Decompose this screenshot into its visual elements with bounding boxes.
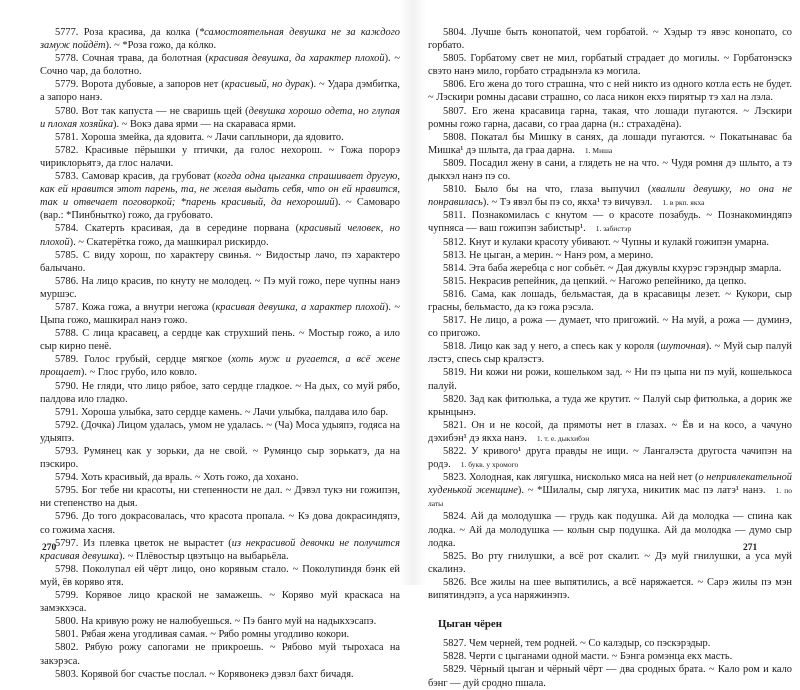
translation-separator: ~ (114, 40, 120, 52)
proverb-russian: Его жена красавица гарна, такая, что лошади пугаются. (471, 105, 738, 117)
proverb-romani: Корявo муй краскаса на замэкхэса. (40, 590, 400, 615)
proverb-russian: На кривую рожу не налюбуешься. (81, 616, 232, 628)
proverb-number: 5825. (443, 550, 467, 562)
proverb-number: 5828. (443, 651, 467, 663)
proverb-entry: 5780. Вот так капуста — не сваришь щей (девушка хорошо одета, но глупая и плохая хозяйка). ~ Вокэ дава ярми — на скараваса ярми. (40, 105, 400, 130)
proverb-number: 5818. (443, 341, 467, 353)
proverb-entry: 5778. Сочная трава, да болотная (красивая девушка, да характер плохой). ~ Сочно чар, да болотно. (40, 53, 400, 78)
proverb-russian: Ни кожи ни рожи, кошельком зад. (469, 367, 623, 379)
proverb-romani: Плёвостыр цвэтыцо на выбарьёла. (135, 550, 289, 562)
proverb-number: 5810. (443, 184, 467, 196)
proverb-gloss: шуточная (660, 341, 706, 353)
proverb-romani: Корявонекэ дэвэл бахт бичадя. (217, 668, 354, 680)
proverb-number: 5792. (55, 419, 79, 431)
proverb-romani: Чудя ромня дэ шлыто, а тэ дыкхэл нанэ пэ со. (428, 157, 792, 183)
translation-separator: ~ (298, 328, 305, 340)
proverb-number: 5817. (443, 315, 467, 327)
proverb-romani: Сочно чар, да болотно. (40, 66, 142, 78)
proverb-romani: Видостыр лачо, пэ характеро балычано. (40, 249, 400, 274)
translation-separator: ~ (252, 446, 259, 457)
translation-separator: ~ (269, 590, 275, 602)
proverb-romani: Тэ явэл бы пэ со, якха¹ тэ вичувэл. (499, 197, 653, 209)
proverb-romani: Самоваро (вар.: *Пинбнытко) гожо, да грубовато. (40, 197, 401, 222)
proverb-romani: Мостыр гожо, а ило сыр кирно пенё. (40, 328, 400, 353)
proverb-number: 5806. (443, 79, 467, 91)
proverb-number: 5811. (443, 210, 466, 222)
proverb-entry (428, 78, 792, 104)
translation-separator: ~ (206, 131, 213, 143)
proverb-entry (40, 131, 400, 144)
proverb-number: 5813. (443, 249, 467, 261)
translation-separator: ~ (254, 275, 261, 287)
proverb-entry (40, 471, 400, 484)
proverb-number: 5821. (443, 419, 467, 431)
proverb-romani: Покатынавас ба Мишка¹ дэ шлыта, да граа дарна. (428, 131, 792, 156)
proverb-number: 5803. (55, 668, 79, 680)
proverb-russian: Холодная, как лягушка, нисколько мяса на ней нет (469, 472, 693, 484)
proverb-gloss: из некрасивой девочки не получится красивая девушка (40, 537, 400, 562)
proverb-romani: Рябово муй тыроxаса на закэрэса. (40, 642, 400, 667)
proverb-entry (428, 650, 792, 663)
proverb-romani: Вокэ дава ярми — на скараваса ярми. (129, 118, 297, 130)
proverb-russian: Сама, как лошадь, бельмастая, да в красавицы лезет. (471, 288, 721, 300)
translation-separator: ~ (78, 236, 84, 248)
proverb-romani: Сарэ жилы пэ мэн випятиндэпэ, а уса наряжинэпэ. (428, 576, 792, 602)
proverb-number: 5819. (443, 367, 467, 379)
footnote: 1. т. е. дыкхибэн (536, 433, 590, 443)
proverb-romani: Хэдыр тэ явэс конопато, со горбато. (428, 27, 792, 52)
proverb-number: 5785. (55, 249, 79, 261)
proverb-romani: Палуй сыр фитюлька, а дорик же крынцынэ. (428, 393, 792, 418)
proverb-entry (428, 105, 792, 131)
translation-separator: ~ (394, 53, 400, 65)
proverb-entry (40, 641, 400, 667)
proverb-russian: Поколупал ей чёрт лицо, оно корявым стало. (82, 563, 289, 575)
translation-separator: ~ (328, 144, 335, 156)
proverb-entry: 5777. Роза красива, да колка (*самостоятельная девушка не за каждого замуж пойдёт). ~ *Роза гожо, да кóлко. (40, 27, 400, 52)
proverb-entry (428, 288, 792, 314)
proverb-romani: Гожа порорэ чириклорьятэ, да глос налачи. (40, 144, 400, 169)
proverb-entry (428, 445, 792, 471)
proverb-number: 5779. (55, 79, 79, 91)
translation-separator: ~ (613, 236, 619, 248)
proverb-number: 5777. (55, 27, 79, 38)
proverb-entry (428, 550, 792, 576)
translation-separator: ~ (288, 511, 295, 523)
proverb-entry (428, 209, 792, 235)
proverb-romani: Лачи саплынори, да ядовито. (215, 131, 344, 143)
proverb-entry (428, 419, 792, 445)
translation-separator: ~ (89, 367, 96, 379)
footnote: 1. забистэр (595, 224, 632, 234)
translation-separator: ~ (662, 157, 669, 169)
proverb-entry (428, 275, 792, 288)
proverb-entry (428, 157, 792, 183)
proverb-number: 5800. (55, 616, 79, 628)
proverb-russian: Зад как фитюлька, а туда же крутит. (469, 393, 631, 405)
translation-separator: ~ (269, 642, 276, 654)
proverb-russian: Кнут и кулаки красоту убивают. (469, 236, 611, 248)
proverb-number: 5807. (443, 105, 467, 117)
proverb-romani: Ёв и на косо, а чачуно дэхибэн¹ дэ якха нанэ. (428, 419, 792, 444)
proverb-russian: Все жилы на шее выпятились, а всё наряжается. (470, 576, 694, 588)
footnote: 1. Миша (584, 145, 613, 155)
proverb-entry (40, 484, 400, 510)
proverb-romani: Хоть гожо, да хохано. (203, 472, 299, 484)
translation-separator: ~ (285, 485, 292, 497)
proverb-russian: Рябая жена угодливая самая. (81, 629, 208, 641)
proverb-russian: Он и не косой, да прямоты нет в глазах. (471, 419, 667, 431)
proverb-romani: Ай да молодушка — колын сыр подушка. Ай да молодка — думо сыр лодка. (428, 524, 792, 549)
proverb-romani: Ни пэ цыпа ни пэ муй, кошелькоса палуй. (428, 367, 792, 392)
proverb-russian: Румянец как у зорьки, да не свой. (83, 446, 248, 457)
proverb-number: 5808. (443, 131, 467, 143)
proverb-romani: Глос грубо, ило ковло. (97, 367, 197, 379)
right-page (428, 26, 792, 690)
proverb-russian: Самовар красив, да грубоват (81, 171, 211, 183)
proverb-gloss: красивая девушка, да характер плохой (208, 53, 385, 65)
proverb-russian: Познакомилась с кнутом — о красоте позабудь. (471, 210, 701, 222)
proverb-entry (40, 668, 400, 681)
proverb-entry (428, 131, 792, 157)
proverb-romani: *Шилалы, сыр лягуха, никитик мас пэ латэ¹ нанэ. (537, 485, 766, 497)
proverb-number: 5815. (443, 275, 467, 287)
proverb-russian: Бог тебе ни красоты, ни степенности не дал. (81, 485, 283, 497)
proverb-number: 5804. (443, 27, 467, 38)
proverb-russian: Некрасив репейник, да цепкий. (469, 275, 608, 287)
proverb-gloss: хвалили девушку, но она не понравилась (428, 184, 793, 209)
proverb-gloss: хоть муж и ругается, а всё жене прощает (40, 354, 400, 379)
translation-separator: ~ (194, 472, 201, 484)
proverb-romani: Со калэдыр, со пэскэрэдыр. (588, 638, 711, 650)
proverb-number: 5829. (443, 664, 467, 676)
proverb-romani: Дэвэл тукэ ни гожипэн, ни степенство на дыя. (40, 485, 400, 510)
proverb-russian: Кожа гожа, а внутри негожа (81, 301, 209, 313)
proverb-entry: 5818. Лицо как зад у него, а спесь как у короля (шуточная). ~ Муй сыр палуй лэстэ, спесь сыр кралэстэ. (428, 341, 792, 366)
translation-separator: ~ (671, 419, 678, 431)
proverb-number: 5793. (55, 446, 79, 457)
proverb-russian: Роза красива, да колка (83, 27, 191, 38)
proverb-russian: Корявой бог счастье послал. (81, 668, 207, 680)
translation-separator: ~ (266, 419, 272, 431)
proverb-gloss: *самостоятельная девушка не за каждого замуж пойдёт (40, 27, 400, 52)
proverb-russian: Было бы на что, глаза выпучил (474, 184, 640, 196)
translation-separator: ~ (706, 210, 713, 222)
proverb-entry (40, 419, 400, 445)
proverb-entry: 5783. Самовар красив, да грубоват (когда одна цыганка спрашивает другую, как ей нравится этот парень, та, не желая выдать себя, что он ей нравится, так и отвечает поговоркой; *парень красивый, да нехороший). ~ Самоваро (вар.: *Пинбнытко) гожо, да грубовато. (40, 171, 401, 222)
proverb-russian: Черти с цыганами одной масти. (469, 651, 610, 663)
proverb-number: 5824. (443, 511, 467, 523)
proverb-romani: Чупны и кулакй гожипэн умарна. (621, 236, 769, 248)
proverb-entry (40, 628, 400, 641)
proverb-russian: С виду хорош, по характеру свинья. (82, 249, 252, 261)
translation-separator: ~ (527, 485, 534, 497)
proverb-romani: Дая джувлы кхурэс гэрэндыр змарла. (616, 262, 782, 274)
proverb-romani: Удара дэмбитка, а запоро нанэ. (40, 79, 400, 104)
translation-separator: ~ (255, 249, 262, 261)
proverb-romani: Рябо ромны угодливо кокори. (218, 629, 350, 641)
proverb-russian: Во рту гнилушки, а всё рот скалит. (471, 550, 640, 562)
proverb-russian: Голос грубый, сердце мягкое (84, 354, 223, 366)
translation-separator: ~ (580, 638, 586, 650)
translation-separator: ~ (234, 616, 241, 628)
translation-separator: ~ (708, 664, 715, 676)
proverb-entry (428, 249, 792, 262)
proverb-romani: (Ча) Моса удыяпэ, годяса на удыяпэ. (40, 419, 400, 444)
proverb-russian: Эта баба жеребца с ног собьёт. (469, 262, 606, 274)
translation-separator: ~ (127, 550, 134, 562)
translation-separator: ~ (459, 524, 465, 536)
translation-separator: ~ (295, 380, 302, 392)
proverb-entry (40, 406, 400, 419)
proverb-russian: Рябую рожу сапогами не прикроешь. (84, 642, 264, 654)
translation-separator: ~ (633, 446, 639, 457)
translation-separator: ~ (611, 651, 618, 663)
proverb-entry: 5810. Было бы на что, глаза выпучил (хвалили девушку, но она не понравилась). ~ Тэ явэл бы пэ со, якха¹ тэ вичувэл. 1. в ркп. якха (428, 184, 793, 209)
proverb-romani: Нагожо репейнико, да цепко. (618, 275, 747, 287)
proverb-romani: Пэ банго муй на надыкхэсапэ. (242, 616, 377, 628)
proverb-entry (428, 314, 792, 340)
proverb-entry: 5787. Кожа гожа, а внутри негожа (красивая девушка, а характер плохой). ~ Цыпа гожо, машкирал нанэ гожо. (40, 301, 400, 327)
proverb-romani: Румянцо сыр зорькатэ, да на пэскиро. (40, 446, 400, 471)
proverb-russian: Скатерть красивая, да в середине порвана (84, 223, 290, 235)
proverb-entry (428, 663, 792, 689)
proverb-entry (40, 327, 400, 353)
proverb-entry (40, 589, 400, 615)
translation-separator: ~ (725, 288, 731, 300)
translation-separator: ~ (209, 668, 215, 680)
proverb-romani: Познакоминдяпэ чупняса — ваш гожипэн забистыр¹. (428, 210, 792, 235)
proverb-russian: Посадил жену в сани, а глядеть не на что. (469, 157, 660, 169)
proverb-entry (40, 510, 400, 536)
proverb-russian: Не лицо, а рожа — думает, что пригожий. (469, 315, 660, 327)
proverb-entry (40, 615, 400, 628)
proverb-romani: Скатерётка гожо, да машкирал рискирдо. (86, 236, 269, 248)
proverb-entry (428, 366, 792, 392)
proverb-romani: Кэ дова докрасиндяпэ, со гожима хасня. (40, 511, 400, 536)
proverb-number: 5799. (55, 590, 79, 602)
proverb-number: 5795. (55, 485, 79, 497)
proverb-number: 5789. (55, 354, 79, 366)
translation-separator: ~ (210, 629, 216, 641)
proverb-number: 5822. (443, 446, 467, 457)
proverb-entry (40, 380, 400, 406)
proverb-romani: Цыпа гожо, машкирал нанэ гожо. (40, 315, 188, 327)
translation-separator: ~ (491, 197, 498, 209)
proverb-russian: Горбатому свет не мил, горбатый страдает до могилы. (470, 53, 720, 65)
footnote: 1. букв. у хромого (460, 460, 519, 470)
proverb-entry: 5789. Голос грубый, сердце мягкое (хоть муж и ругается, а всё жене прощает). ~ Глос грубо, ило ковло. (40, 354, 400, 379)
translation-separator: ~ (345, 197, 352, 209)
proverb-entry (40, 445, 400, 471)
proverb-romani: Муй сыр палуй лэстэ, спесь сыр кралэстэ. (428, 341, 792, 366)
page-number-right: 271 (743, 543, 758, 553)
proverb-number: 5797. (55, 537, 79, 549)
translation-separator: ~ (653, 27, 659, 38)
proverb-gloss: девушка хорошо одета, но глупая и плохая хозяйка (40, 105, 400, 130)
proverb-russian: Хороша змейка, да ядовита. (81, 131, 205, 143)
proverb-number: 5816. (443, 288, 467, 300)
proverb-romani: Лачи улыбка, палдава ило бар. (253, 406, 389, 418)
proverb-russian: (Дочка) Лицом удалась, умом не удалась. (81, 419, 264, 431)
proverb-romani: Горбатонэскэ свэто нанэ мило, горбато страдынэла кэ могила. (428, 53, 792, 78)
translation-separator: ~ (697, 576, 704, 588)
proverb-entry: 5797. Из плевка цветок не вырастет (из некрасивой девочки не получится красивая девушка). ~ Плёвостыр цвэтыцо на выбарьёла. (40, 537, 400, 562)
proverb-russian: Корявое лицо краской не замажешь. (85, 590, 263, 602)
left-page (40, 26, 400, 681)
proverb-russian: Лицо как зад у него, а спесь как у короля (469, 341, 655, 353)
translation-separator: ~ (709, 131, 716, 143)
proverb-russian: У кривого¹ друга правды не ищи. (471, 446, 629, 457)
translation-separator: ~ (633, 393, 640, 405)
proverb-number: 5781. (55, 131, 79, 143)
proverb-number: 5814. (443, 262, 467, 274)
proverb-romani: Кало ром и кало бэнг — дуй сродно пшала. (428, 664, 792, 689)
proverb-number: 5791. (55, 406, 79, 418)
translation-separator: ~ (292, 563, 299, 575)
proverb-number: 5812. (443, 236, 467, 248)
translation-separator: ~ (394, 301, 400, 313)
translation-separator: ~ (714, 341, 721, 353)
footnote: 1. в ркп. якха (662, 198, 705, 208)
proverb-russian: Хороша улыбка, зато сердце камень. (81, 406, 243, 418)
proverb-number: 5778. (55, 53, 79, 65)
translation-separator: ~ (644, 550, 651, 562)
proverb-entry (428, 637, 792, 650)
proverb-number: 5827. (443, 638, 467, 650)
proverb-russian: Не цыган, а мерин. (469, 249, 554, 261)
proverb-romani: Кукори, сыр грасны, бельмасто, да кэ гожа рэсэла. (428, 288, 792, 313)
proverb-entry: 5784. Скатерть красивая, да в середине порвана (красивый человек, но плохой). ~ Скатерётка гожо, да машкирал рискирдо. (40, 223, 401, 248)
proverb-romani: Нанэ ром, а мерино. (564, 249, 654, 261)
proverb-russian: Хоть красивый, да враль. (81, 472, 193, 484)
proverb-russian: Покатал бы Мишку в санях, да лошади пугаются. (471, 131, 705, 143)
proverb-number: 5794. (55, 472, 79, 484)
proverb-romani: Лэскири ромны гожо гарна, дасави, со граа дарна (н.: страхадёна). (428, 105, 792, 130)
proverb-entry (40, 563, 400, 589)
translation-separator: ~ (607, 262, 614, 274)
proverb-number: 5784. (55, 223, 79, 235)
proverb-romani: На муй, а рожа — думинэ, со пригожо. (428, 315, 792, 340)
proverb-entry (40, 144, 400, 170)
translation-separator: ~ (662, 315, 669, 327)
proverb-gloss: красивый человек, но плохой (40, 223, 401, 248)
proverb-number: 5780. (55, 105, 79, 117)
proverb-gloss: когда одна цыганка спрашивает другую, как ей нравится этот парень, та, не желая выдать себя, что он ей нравится, так и отвечает поговоркой; *парень красивый, да нехороший (40, 171, 400, 209)
proverb-romani: *Роза гожо, да кóлко. (122, 40, 217, 52)
proverb-russian: С лица красавец, а сердце как струхший пень. (82, 328, 295, 340)
proverb-gloss: о непривлекательной худенькой женщине (428, 472, 793, 497)
proverb-number: 5798. (55, 563, 79, 575)
proverb-number: 5788. (55, 328, 79, 340)
proverb-entry (40, 249, 400, 275)
proverb-romani: Дэ муй гнилушки, а уса муй скалинэ. (428, 550, 792, 575)
translation-separator: ~ (428, 92, 434, 104)
proverb-entry (428, 393, 792, 419)
proverb-russian: Лучше быть конопатой, чем горбатой. (471, 27, 649, 38)
translation-separator: ~ (743, 105, 750, 117)
proverb-russian: Ворота дубовые, а запоров нет (81, 79, 219, 91)
section-heading: Цыган чёрен (438, 618, 502, 631)
proverb-number: 5786. (55, 275, 79, 287)
translation-separator: ~ (319, 79, 325, 91)
proverb-russian: Чем черней, тем родней. (469, 638, 578, 650)
proverb-entry: 5779. Ворота дубовые, а запоров нет (красивый, но дурак). ~ Удара дэмбитка, а запоро нанэ. (40, 79, 400, 104)
proverb-number: 5782. (55, 144, 79, 156)
proverb-russian: Из плевка цветок не вырастет (83, 537, 224, 549)
proverb-entry (428, 576, 792, 602)
proverb-number: 5805. (443, 53, 467, 65)
proverb-russian: На лицо красив, по кнуту не молодец. (81, 275, 252, 287)
proverb-romani: Бэнга ромэнца екх масть. (620, 651, 733, 663)
footnote: 1. по латы (428, 486, 793, 509)
proverb-russian: Не гляди, что лицо рябое, зато сердце гладкое. (81, 380, 293, 392)
proverb-romani: Лангалэста другоста чачипэн на родэ. (428, 446, 792, 471)
proverb-russian: Сочная трава, да болотная (82, 53, 202, 65)
proverb-entry: 5823. Холодная, как лягушка, нисколько мяса на ней нет (о непривлекательной худенькой женщине). ~ *Шилалы, сыр лягуха, никитик мас пэ латэ¹ нанэ. 1. по латы (428, 472, 793, 509)
proverb-number: 5820. (443, 393, 467, 405)
book-gutter (400, 0, 426, 585)
proverb-russian: Вот так капуста — не сваришь щей (81, 105, 242, 117)
page-number-left: 270 (42, 543, 57, 553)
proverb-number: 5801. (55, 629, 79, 641)
proverb-romani: Лэскири ромны дасави страшно, со ласа никон екхэ пирятыр тэ хал на лэла. (436, 92, 773, 104)
proverb-entry (428, 52, 792, 78)
translation-separator: ~ (121, 118, 128, 130)
proverb-gloss: красивая девушка, а характер плохой (215, 301, 385, 313)
proverb-romani: На дых, со муй рябо, палдова ило гладко. (40, 380, 401, 405)
translation-separator: ~ (610, 275, 616, 287)
translation-separator: ~ (723, 53, 730, 65)
proverb-russian: Красивые пёрышки у птички, да голос нехорош. (84, 144, 323, 156)
proverb-russian: До того докрасовалась, что красота пропала. (82, 511, 285, 523)
proverb-entry (428, 236, 792, 249)
translation-separator: ~ (555, 249, 562, 261)
proverb-entry (428, 262, 792, 275)
proverb-number: 5783. (55, 171, 79, 183)
proverb-number: 5790. (55, 380, 79, 392)
proverb-romani: Поколупиндя бэнк ей муй, ёв корявo ятя. (40, 563, 400, 588)
proverb-entry (428, 26, 792, 52)
proverb-russian: Ай да молодушка — грудь как подушка. Ай да молодка — спина как лодка. (428, 511, 792, 536)
proverb-entry (40, 275, 400, 301)
proverb-number: 5826. (443, 576, 467, 588)
proverb-number: 5787. (55, 301, 79, 313)
proverb-number: 5809. (443, 157, 467, 169)
proverb-russian: Его жена до того страшна, что с ней никто из одного котла есть не будет. (469, 79, 792, 91)
proverb-russian: Чёрный цыган и чёрный чёрт — два сродных брата. (469, 664, 706, 676)
proverb-number: 5802. (55, 642, 79, 654)
proverb-romani: Пэ муй гожо, пере чупны нанэ муршэс. (40, 275, 401, 300)
proverb-entry (428, 510, 792, 549)
proverb-number: 5796. (55, 511, 79, 523)
translation-separator: ~ (625, 367, 632, 379)
proverb-number: 5823. (443, 472, 467, 484)
proverb-gloss: красивый, но дурак (224, 79, 311, 91)
translation-separator: ~ (244, 406, 251, 418)
